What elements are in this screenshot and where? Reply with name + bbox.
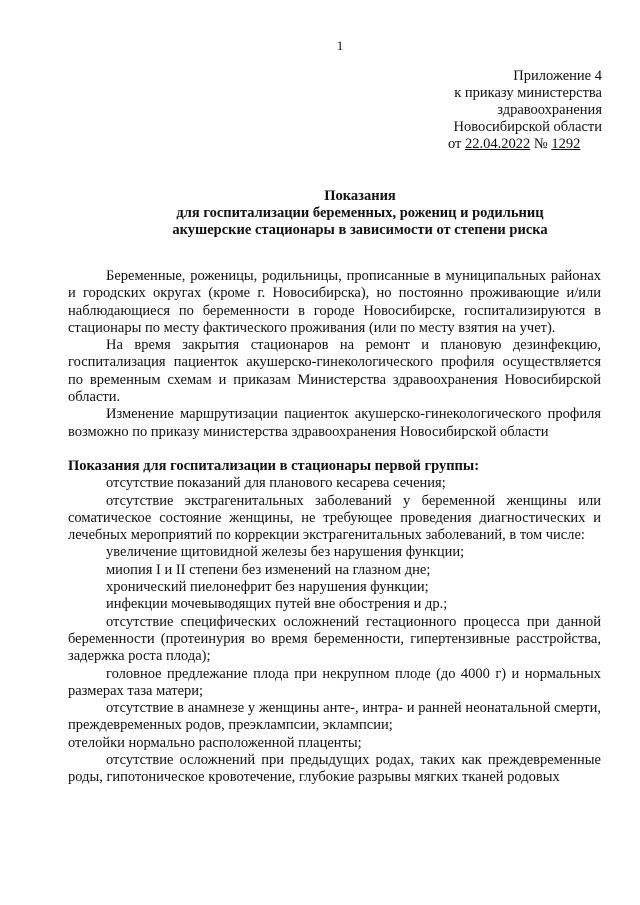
list-item: увеличение щитовидной железы без нарушения функции; [106,544,465,561]
document-title [60,188,640,239]
intro-paragraph: На время закрытия стационаров на ремонт и плановую дезинфекцию, госпитализация пациенток акушерско-гинекологического профиля осуществляется по временным схемам и приказам Министерства здравоохранения Новосибирской области. [68,337,601,406]
appendix-line-1: Приложение 4 [513,68,602,84]
list-item: отелойки нормально расположенной плаценты; [68,734,362,751]
list-item: хронический пиелонефрит без нарушения функции; [106,579,429,596]
number-sign: № [530,136,552,152]
appendix-line-2: к приказу министерства [454,85,602,101]
title-line-3: акушерские стационары в зависимости от степени риска [172,222,548,238]
intro-paragraph: Изменение маршрутизации пациенток акушерско-гинекологического профиля возможно по приказу министерства здравоохранения Новосибирской области [68,406,601,440]
title-line-1: Показания [324,188,396,204]
document-body [68,268,601,787]
appendix-line-4: Новосибирской области [453,119,602,135]
list-item: отсутствие экстрагенитальных заболеваний у беременной женщины или соматическое состояние женщины, не требующее проведения диагностических и лечебных мероприятий по коррекции экстрагенитальных заболеваний, в том числе: [68,492,601,544]
list-item: отсутствие в анамнезе у женщины анте-, интра- и ранней неонатальной смерти, преждевременных родов, преэклампсии, эклампсии; [68,700,601,734]
appendix-header [430,68,602,153]
page-number: 1 [336,38,344,53]
section-heading: Показания для госпитализации в стационары первой группы: [68,457,480,474]
order-date: 22.04.2022 [465,136,531,152]
date-prefix: от [448,136,466,152]
list-item: миопия I и II степени без изменений на глазном дне; [106,561,431,578]
appendix-line-3: здравоохранения [497,102,602,118]
list-item: отсутствие осложнений при предыдущих родах, таких как преждевременные роды, гипотоническое кровотечение, глубокие разрывы мягких тканей родовых [68,752,601,786]
list-item: отсутствие показаний для планового кесарева сечения; [106,475,446,492]
title-line-2: для госпитализации беременных, рожениц и родильниц [176,205,544,221]
order-date-line [430,136,602,153]
order-number: 1292 [551,136,581,152]
list-item: инфекции мочевыводящих путей вне обострения и др.; [106,596,448,613]
list-item: головное предлежание плода при некрупном плоде (до 4000 г) и нормальных размерах таза матери; [68,665,601,699]
list-item: отсутствие специфических осложнений гестационного процесса при данной беременности (протеинурия во время беременности, гипертензивные расстройства, задержка роста плода); [68,613,601,665]
intro-paragraph: Беременные, роженицы, родильницы, прописанные в муниципальных районах и городских округах (кроме г. Новосибирска), но постоянно проживающие и/или наблюдающиеся по беременности в городе Новосибирске, госпитализируются в стационары по месту фактического проживания (или по месту взятия на учет). [68,268,601,336]
